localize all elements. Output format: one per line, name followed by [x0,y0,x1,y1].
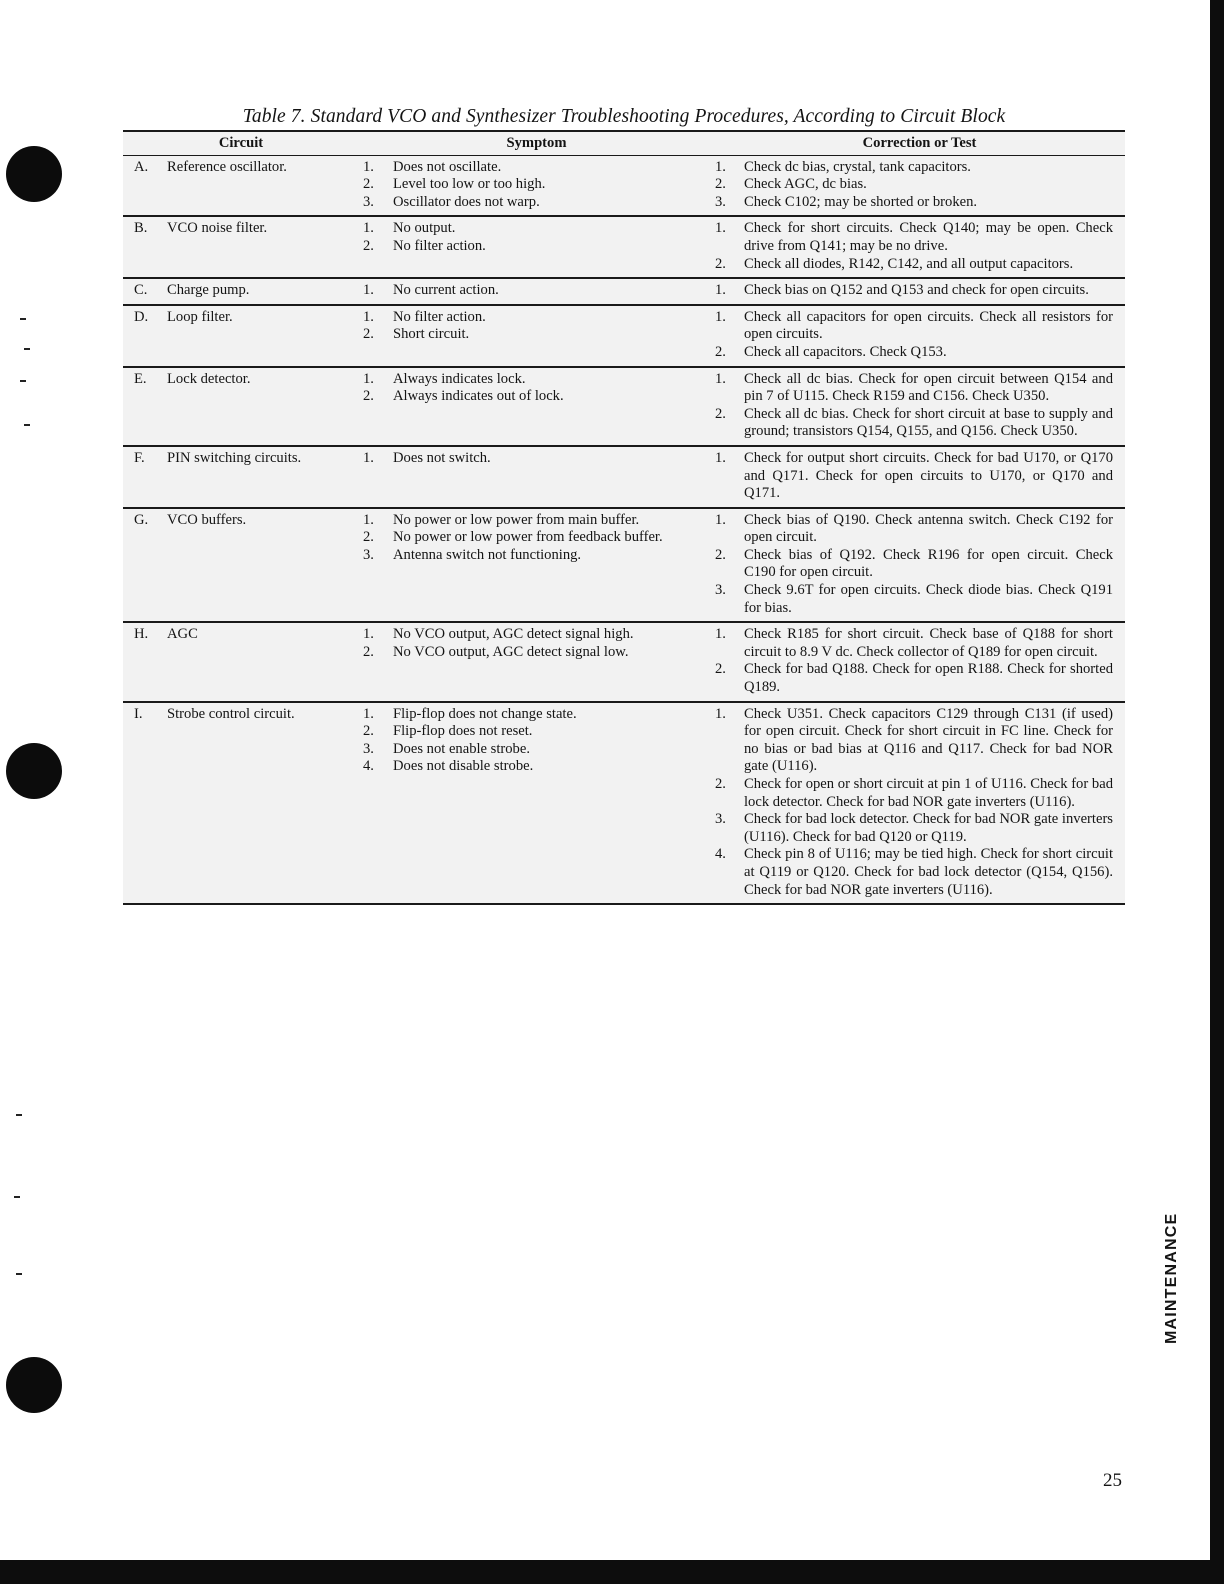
circuit-letter: D. [134,308,149,325]
correction-number: 1. [715,158,726,175]
circuit-cell [123,702,359,905]
symptom-cell [359,216,714,278]
symptom-list [363,159,714,212]
circuit-name: Lock detector. [167,370,251,387]
circuit-block [123,282,359,300]
correction-item [714,371,1125,406]
symptom-item [363,723,714,741]
circuit-block [123,706,359,724]
header-circuit: Circuit [123,131,359,155]
symptom-text: No VCO output, AGC detect signal high. [393,626,634,643]
correction-text: Check all dc bias. Check for short circuit at base to supply and ground; transistors Q154, Q155, and Q156. Check U350. [744,405,1113,440]
correction-text: Check for bad Q188. Check for open R188. Check for shorted Q189. [744,661,1113,696]
symptom-text: Short circuit. [393,326,470,343]
symptom-cell [359,305,714,367]
correction-number: 1. [715,282,726,299]
circuit-cell [123,155,359,216]
symptom-item [363,626,714,644]
symptom-item [363,450,714,468]
symptom-number: 2. [363,388,374,405]
correction-item [714,776,1125,811]
correction-number: 1. [715,370,726,387]
correction-list [714,282,1125,300]
circuit-cell [123,367,359,446]
symptom-text: Level too low or too high. [393,176,546,193]
table-row [123,155,1125,216]
correction-cell [714,155,1125,216]
symptom-number: 3. [363,740,374,757]
correction-item [714,282,1125,300]
table-header-row [123,131,1125,155]
symptom-item [363,741,714,759]
scan-speck [24,348,30,350]
circuit-letter: A. [134,158,149,175]
table-row [123,216,1125,278]
correction-cell [714,367,1125,446]
correction-number: 2. [715,176,726,193]
symptom-cell [359,702,714,905]
symptom-text: No power or low power from feedback buffer. [393,529,663,546]
correction-item [714,344,1125,362]
circuit-name: Strobe control circuit. [167,705,295,722]
symptom-text: Oscillator does not warp. [393,193,540,210]
correction-text: Check for short circuits. Check Q140; may be open. Check drive from Q141; may be no drive. [744,220,1113,254]
correction-cell [714,702,1125,905]
correction-number: 4. [715,846,726,863]
correction-cell [714,216,1125,278]
symptom-cell [359,622,714,701]
table-row [123,278,1125,305]
table-row [123,702,1125,905]
symptom-item [363,388,714,406]
table-row [123,508,1125,623]
binder-hole-top [6,146,62,202]
symptom-number: 1. [363,370,374,387]
correction-cell [714,278,1125,305]
symptom-cell [359,278,714,305]
correction-list [714,371,1125,441]
correction-text: Check R185 for short circuit. Check base of Q188 for short circuit to 8.9 V dc. Check collector of Q189 for open circuit. [744,626,1113,660]
correction-list [714,220,1125,273]
circuit-name: Reference oscillator. [167,158,287,175]
correction-item [714,661,1125,696]
symptom-number: 2. [363,176,374,193]
symptom-text: No filter action. [393,308,486,325]
circuit-cell [123,278,359,305]
table-title: Table 7. Standard VCO and Synthesizer Troubleshooting Procedures, According to Circuit Block [242,106,1006,127]
correction-item [714,256,1125,274]
correction-text: Check for open or short circuit at pin 1 of U116. Check for bad lock detector. Check for bad NOR gate inverters (U116). [744,776,1113,810]
header-correction: Correction or Test [714,131,1125,155]
symptom-text: Does not oscillate. [393,158,502,175]
correction-cell [714,508,1125,623]
correction-number: 2. [715,776,726,792]
symptom-list [363,220,714,255]
circuit-cell [123,446,359,508]
symptom-text: Antenna switch not functioning. [393,546,582,563]
scan-speck [24,424,30,426]
correction-text: Check bias of Q192. Check R196 for open circuit. Check C190 for open circuit. [744,546,1113,581]
correction-number: 2. [715,255,726,272]
correction-item [714,309,1125,344]
symptom-cell [359,508,714,623]
symptom-number: 2. [363,237,374,254]
correction-text: Check U351. Check capacitors C129 through C131 (if used) for open circuit. Check for short circuit in FC line. Check for no bias or bad bias at Q116 and Q117. Check for bad NOR gate (U116). [744,705,1113,775]
symptom-list [363,512,714,565]
correction-list [714,309,1125,362]
correction-item [714,582,1125,617]
correction-text: Check for bad lock detector. Check for bad NOR gate inverters (U116). Check for bad Q120 or Q119. [744,811,1113,845]
symptom-number: 3. [363,193,374,210]
circuit-name: Charge pump. [167,282,250,299]
circuit-block [123,309,359,327]
circuit-name: AGC [167,626,198,643]
correction-number: 1. [715,705,726,722]
symptom-number: 1. [363,626,374,643]
table-row [123,446,1125,508]
circuit-name: Loop filter. [167,308,233,325]
circuit-cell [123,216,359,278]
symptom-text: Does not switch. [393,449,491,466]
symptom-number: 1. [363,449,374,466]
table-row [123,622,1125,701]
correction-item [714,220,1125,255]
symptom-item [363,220,714,238]
symptom-text: No power or low power from main buffer. [393,511,640,528]
section-side-label: MAINTENANCE [1163,1212,1180,1344]
symptom-text: No VCO output, AGC detect signal low. [393,643,629,660]
circuit-cell [123,508,359,623]
symptom-item [363,758,714,776]
circuit-block [123,159,359,177]
header-symptom: Symptom [359,131,714,155]
symptom-item [363,512,714,530]
correction-item [714,159,1125,177]
correction-text: Check all dc bias. Check for open circuit between Q154 and pin 7 of U115. Check R159 and C156. Check U350. [744,370,1113,405]
circuit-name: VCO noise filter. [167,220,268,237]
circuit-cell [123,622,359,701]
correction-number: 2. [715,546,726,563]
correction-item [714,450,1125,503]
correction-list [714,706,1125,900]
symptom-list [363,309,714,344]
correction-number: 3. [715,811,726,828]
symptom-item [363,706,714,724]
correction-text: Check bias on Q152 and Q153 and check for open circuits. [744,282,1089,299]
scan-edge-bottom [0,1560,1224,1584]
correction-item [714,194,1125,212]
symptom-text: Flip-flop does not reset. [393,723,533,740]
scan-speck [16,1273,22,1275]
symptom-item [363,547,714,565]
symptom-item [363,371,714,389]
symptom-text: Always indicates lock. [393,370,526,387]
symptom-number: 2. [363,529,374,546]
symptom-text: Flip-flop does not change state. [393,705,577,722]
symptom-cell [359,155,714,216]
symptom-number: 3. [363,546,374,563]
symptom-text: No current action. [393,282,499,299]
symptom-item [363,194,714,212]
symptom-item [363,309,714,327]
symptom-list [363,371,714,406]
scan-edge-right [1210,0,1224,1584]
correction-number: 2. [715,661,726,678]
circuit-block [123,626,359,644]
correction-number: 1. [715,449,726,466]
symptom-number: 1. [363,511,374,528]
circuit-letter: E. [134,370,147,387]
correction-number: 2. [715,405,726,422]
symptom-item [363,644,714,662]
correction-item [714,706,1125,776]
troubleshooting-table [123,130,1125,905]
table-row [123,367,1125,446]
symptom-item [363,529,714,547]
correction-number: 1. [715,626,726,643]
circuit-name: VCO buffers. [167,511,247,528]
correction-item [714,406,1125,441]
correction-item [714,512,1125,547]
correction-item [714,811,1125,846]
scan-speck [20,318,26,320]
symptom-item [363,326,714,344]
correction-item [714,547,1125,582]
symptom-number: 1. [363,282,374,299]
symptom-number: 2. [363,326,374,343]
correction-item [714,846,1125,899]
table-row [123,305,1125,367]
symptom-number: 4. [363,758,374,775]
symptom-text: Does not enable strobe. [393,740,530,757]
circuit-block [123,371,359,389]
symptom-list [363,450,714,468]
correction-cell [714,446,1125,508]
correction-number: 1. [715,308,726,325]
scan-speck [14,1196,20,1198]
correction-text: Check C102; may be shorted or broken. [744,193,978,210]
correction-text: Check dc bias, crystal, tank capacitors. [744,158,971,175]
correction-cell [714,622,1125,701]
circuit-block [123,450,359,468]
correction-list [714,450,1125,503]
circuit-cell [123,305,359,367]
circuit-letter: H. [134,626,149,643]
page-number: 25 [1103,1470,1122,1491]
circuit-block [123,220,359,238]
circuit-letter: I. [134,705,143,722]
symptom-cell [359,446,714,508]
correction-list [714,512,1125,618]
correction-list [714,626,1125,696]
symptom-text: No output. [393,220,456,237]
scan-speck [16,1114,22,1116]
symptom-number: 1. [363,220,374,237]
symptom-list [363,626,714,661]
correction-item [714,176,1125,194]
symptom-list [363,282,714,300]
correction-number: 1. [715,511,726,528]
correction-text: Check all diodes, R142, C142, and all output capacitors. [744,255,1074,272]
symptom-cell [359,367,714,446]
symptom-number: 2. [363,643,374,660]
symptom-number: 2. [363,723,374,740]
correction-number: 2. [715,343,726,360]
symptom-number: 1. [363,158,374,175]
correction-text: Check all capacitors. Check Q153. [744,343,947,360]
correction-cell [714,305,1125,367]
correction-text: Check 9.6T for open circuits. Check diode bias. Check Q191 for bias. [744,582,1113,616]
correction-text: Check pin 8 of U116; may be tied high. Check for short circuit at Q119 or Q120. Check for bad lock detector (Q154, Q156). Check for bad NOR gate inverters (U116). [744,846,1113,898]
correction-number: 1. [715,220,726,237]
symptom-number: 1. [363,308,374,325]
binder-hole-middle [6,743,62,799]
symptom-text: No filter action. [393,237,486,254]
circuit-name: PIN switching circuits. [167,449,302,466]
correction-number: 3. [715,582,726,599]
symptom-number: 1. [363,705,374,722]
circuit-letter: F. [134,449,145,466]
table-body [123,155,1125,904]
symptom-item [363,159,714,177]
correction-item [714,626,1125,661]
circuit-block [123,512,359,530]
correction-text: Check AGC, dc bias. [744,176,867,193]
symptom-item [363,176,714,194]
circuit-letter: B. [134,220,148,237]
correction-text: Check all capacitors for open circuits. Check all resistors for open circuits. [744,308,1113,343]
symptom-item [363,282,714,300]
binder-hole-bottom [6,1357,62,1413]
symptom-text: Always indicates out of lock. [393,388,564,405]
symptom-item [363,238,714,256]
scan-speck [20,380,26,382]
circuit-letter: C. [134,282,148,299]
correction-text: Check bias of Q190. Check antenna switch. Check C192 for open circuit. [744,511,1113,546]
correction-text: Check for output short circuits. Check for bad U170, or Q170 and Q171. Check for open circuits to U170, or Q170 and Q171. [744,449,1113,502]
correction-list [714,159,1125,212]
circuit-letter: G. [134,511,149,528]
correction-number: 3. [715,193,726,210]
symptom-list [363,706,714,776]
symptom-text: Does not disable strobe. [393,758,534,775]
